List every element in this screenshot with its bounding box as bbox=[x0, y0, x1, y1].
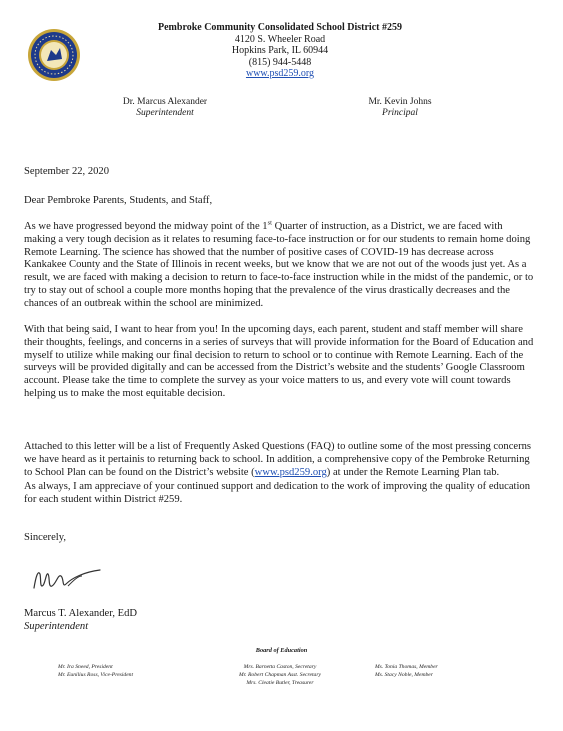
letterhead bbox=[95, 22, 465, 80]
board-column-3 bbox=[375, 663, 505, 679]
paragraph-3-text-a: Attached to this letter will be a list of Frequently Asked Questions (FAQ) to outline some of the most pressing concerns we have heard as it pertainis to returning back to school. In addition, a comprehensive copy of the Pembroke Returning to School Plan can be found on the District’s website ( bbox=[24, 441, 532, 478]
board-member: Mrs. Cleatie Butler, Treasurer bbox=[246, 680, 314, 686]
salutation: Dear Pembroke Parents, Students, and Staff, bbox=[24, 195, 213, 206]
ordinal-superscript: st bbox=[267, 219, 272, 227]
paragraph-4 bbox=[24, 481, 534, 507]
letter-date: September 22, 2020 bbox=[24, 166, 110, 177]
paragraph-3 bbox=[24, 441, 534, 479]
board-member: Ms. Tonia Thomas, Member bbox=[375, 664, 438, 670]
paragraph-1-text-a: As we have progressed beyond the midway point of the 1 bbox=[24, 221, 268, 232]
board-member: Mr. Robert Chapman Asst. Secretary bbox=[238, 672, 322, 678]
paragraph-4-text: As always, I am appreciave of your continued support and dedication to the work of improving the quality of education for each student within District #259. bbox=[24, 481, 531, 505]
paragraph-3-text-b: ) at under the Remote Learning Plan tab. bbox=[326, 466, 500, 478]
superintendent-title: Superintendent bbox=[136, 108, 194, 118]
principal-name: Mr. Kevin Johns bbox=[368, 97, 432, 107]
district-seal-icon bbox=[27, 28, 81, 82]
principal-block bbox=[345, 97, 455, 119]
address-line: 4120 S. Wheeler Road bbox=[234, 33, 326, 45]
closing: Sincerely, bbox=[24, 532, 66, 543]
board-member: Mrs. Barnetta Caston, Secretary bbox=[243, 664, 317, 670]
board-member: Mr. Ira Sneed, President bbox=[58, 664, 113, 670]
phone-number: (815) 944-5448 bbox=[248, 56, 312, 68]
signer-block bbox=[24, 608, 534, 634]
city-state-zip: Hopkins Park, IL 60944 bbox=[231, 45, 329, 56]
superintendent-block bbox=[105, 97, 225, 119]
board-member: Mr. Eunilius Ross, Vice-President bbox=[58, 672, 134, 678]
principal-title: Principal bbox=[382, 108, 418, 118]
district-website-link[interactable]: www.psd259.org bbox=[254, 466, 327, 478]
district-name: Pembroke Community Consolidated School District #259 bbox=[158, 22, 402, 33]
paragraph-2 bbox=[24, 324, 534, 401]
paragraph-2-text: With that being said, I want to hear from you! In the upcoming days, each parent, student and staff member will share their thoughts, feelings, and concerns in a series of surveys that will provide information for the Board of Education and myself to utilize while making our final decision to return to school or to continue with Remote Learning. Each of the surveys will be provided digitally and can be accessed from the District’s website and the students’ Google Classroom account. Please take the time to complete the survey as your voice matters to us, and every vote will count towards helping us to make the most equitable decision. bbox=[24, 324, 534, 399]
signature-icon bbox=[28, 562, 108, 598]
website-link[interactable]: www.psd259.org bbox=[245, 68, 315, 79]
board-column-1 bbox=[58, 663, 208, 679]
paragraph-1 bbox=[24, 221, 534, 311]
signer-title: Superintendent bbox=[24, 620, 89, 632]
superintendent-name: Dr. Marcus Alexander bbox=[122, 97, 208, 107]
board-column-2 bbox=[205, 663, 355, 687]
paragraph-1-text-b: Quarter of instruction, as a District, we are faced with making a very tough decision as it relates to resuming face-to-face instruction or for our students to remain home doing Remote Learning. The science has showed that the number of positive cases of COVID-19 has decrease across Kankakee County and the State of Illinois in recent weeks, but we know that we are not out of the woods just yet. As a result, we are faced with making a decision to return to face-to-face instruction while in the midst of the pandemic, or to try to stay out of school a couple more months hoping that the prevalence of the virus drastically decreases and the chances of an outbreak within the school are minimized. bbox=[24, 221, 534, 309]
board-heading: Board of Education bbox=[255, 647, 308, 654]
signer-name: Marcus T. Alexander, EdD bbox=[24, 608, 138, 619]
board-member: Ms. Stacy Noble, Member bbox=[375, 672, 433, 678]
